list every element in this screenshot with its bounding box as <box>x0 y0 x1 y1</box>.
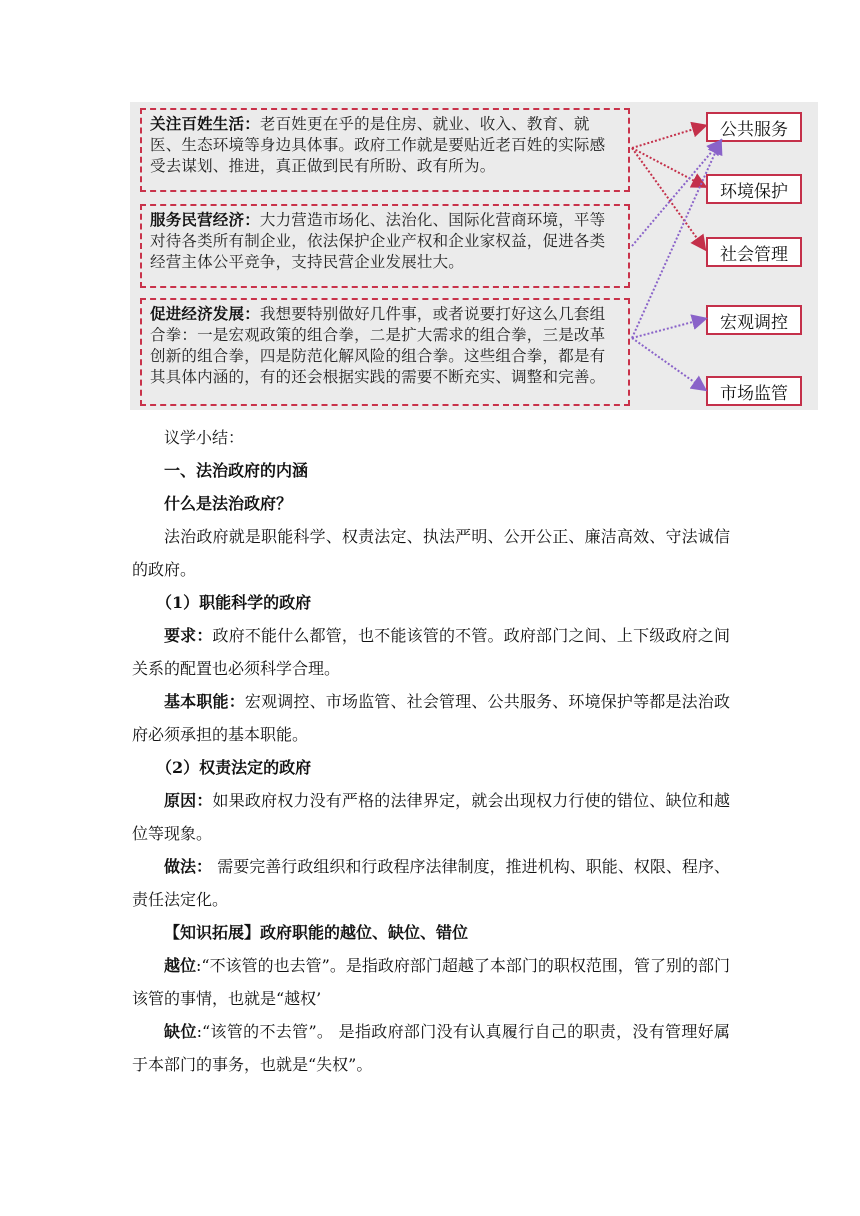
arrow-development-macro <box>632 319 704 338</box>
tag-environment-protection: 环境保护 <box>706 174 802 204</box>
box-title: 服务民营经济： <box>150 211 260 229</box>
box-text: 老百姓更在乎的是住房、就业、收入、教育、就医、生态环境等身边具体事。政府工作就是要贴近老百姓的实际感受去谋划、推进，真正做到民有所盼、政有所为。 <box>150 115 606 175</box>
red-arrows <box>632 126 704 248</box>
arrow-livelihood-public-service <box>632 126 704 148</box>
policy-diagram <box>130 102 818 410</box>
summary-heading: 议学小结： <box>164 428 245 447</box>
requirement-paragraph <box>132 619 730 685</box>
reason-text: 如果政府权力没有严格的法律界定，就会出现权力行使的错位、缺位和越位等现象。 <box>132 791 730 843</box>
requirement-label: 要求： <box>164 626 213 645</box>
reason-label: 原因： <box>164 791 213 810</box>
question-heading: 什么是法治政府？ <box>164 494 293 513</box>
tag-social-management: 社会管理 <box>706 237 802 267</box>
method-text: 需要完善行政组织和行政程序法律制度，推进机构、职能、权限、程序、责任法定化。 <box>132 857 730 909</box>
overstep-paragraph <box>132 949 730 1015</box>
method-label: 做法： <box>164 857 213 876</box>
requirement-text: 政府不能什么都管，也不能该管的不管。政府部门之间、上下级政府之间关系的配置也必须科学合理。 <box>132 626 730 678</box>
basic-function-text: 宏观调控、市场监管、社会管理、公共服务、环境保护等都是法治政府必须承担的基本职能。 <box>132 692 730 744</box>
arrow-livelihood-environment <box>632 148 704 186</box>
absence-text: :“该管的不去管”。 是指政府部门没有认真履行自己的职责，没有管理好属于本部门的事务，也就是“失权”。 <box>132 1022 730 1074</box>
box-text: 大力营造市场化、法治化、国际化营商环境，平等对待各类所有制企业，依法保护企业产权和企业家权益，促进各类经营主体公平竞争，支持民营企业发展壮大。 <box>150 211 606 271</box>
arrow-development-market <box>632 338 704 389</box>
subheading-1: （1）职能科学的政府 <box>156 593 312 612</box>
extension-heading: 【知识拓展】政府职能的越位、缺位、错位 <box>164 923 469 942</box>
connector-arrows <box>130 102 818 410</box>
overstep-label: 越位 <box>164 956 197 975</box>
subheading-2: （2）权责法定的政府 <box>156 758 312 777</box>
tag-macro-control: 宏观调控 <box>706 305 802 335</box>
tag-market-supervision: 市场监管 <box>706 376 802 406</box>
purple-arrows <box>632 142 720 389</box>
reason-paragraph <box>132 784 730 850</box>
method-paragraph <box>132 850 730 916</box>
absence-label: 缺位 <box>164 1022 197 1041</box>
box-title: 关注百姓生活： <box>150 115 260 133</box>
absence-paragraph <box>132 1015 730 1081</box>
box-text: 我想要特别做好几件事，或者说要打好这么几套组合拳：一是宏观政策的组合拳，二是扩大需求的组合拳，三是改革创新的组合拳，四是防范化解风险的组合拳。这些组合拳，都是有其具体内涵的，有的还会根据实践的需要不断充实、调整和完善。 <box>150 305 606 386</box>
section-heading-1: 一、法治政府的内涵 <box>164 461 309 480</box>
basic-function-paragraph <box>132 685 730 751</box>
box-title: 促进经济发展： <box>150 305 260 323</box>
definition-paragraph: 法治政府就是职能科学、权责法定、执法严明、公开公正、廉洁高效、守法诚信的政府。 <box>132 527 730 579</box>
overstep-text: :“不该管的也去管”。是指政府部门超越了本部门的职权范围，管了别的部门该管的事情，也就是“越权’ <box>132 956 730 1008</box>
arrow-private-public-service <box>632 142 720 246</box>
tag-public-service: 公共服务 <box>706 112 802 142</box>
basic-function-label: 基本职能： <box>164 692 245 711</box>
